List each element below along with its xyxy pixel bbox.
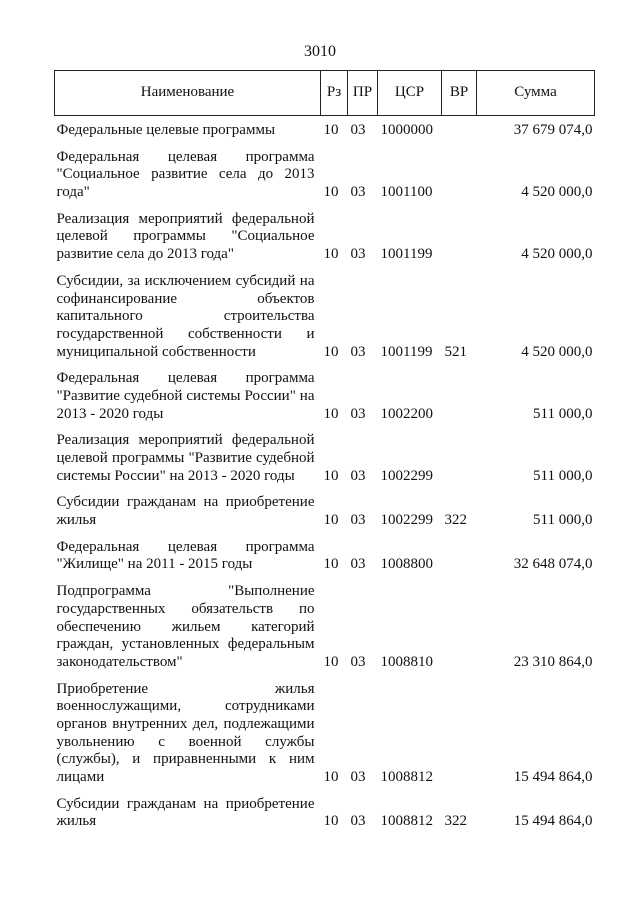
row-csr: 1008810: [380, 653, 433, 670]
row-csr: 1000000: [380, 122, 433, 138]
row-vr: [442, 530, 477, 574]
row-rz: 10: [323, 343, 339, 360]
header-vr: ВР: [442, 71, 477, 116]
row-name: Федеральная целевая программа "Развитие судебной системы России" на 2013 - 2020 годы: [56, 370, 315, 422]
row-rz: 10: [323, 813, 339, 830]
row-vr: [442, 116, 477, 140]
row-sum: 511 000,0: [533, 467, 593, 484]
row-rz: 10: [323, 122, 339, 138]
row-rz: 10: [323, 467, 339, 484]
row-csr: 1001100: [380, 184, 433, 201]
table-header-row: [55, 71, 595, 116]
row-vr: [442, 140, 477, 202]
row-rz: 10: [323, 653, 339, 670]
row-csr: 1002299: [380, 467, 433, 484]
table-row: [55, 530, 595, 574]
row-name: Субсидии гражданам на приобретение жилья: [56, 494, 315, 529]
row-vr: [442, 202, 477, 264]
row-pr: 03: [350, 122, 366, 138]
row-csr: 1008812: [380, 769, 433, 785]
row-sum: 4 520 000,0: [521, 246, 593, 263]
row-vr: [442, 361, 477, 423]
row-vr: 322: [444, 813, 467, 830]
row-rz: 10: [323, 512, 339, 529]
row-sum: 4 520 000,0: [521, 184, 593, 201]
row-vr: 322: [444, 512, 467, 529]
row-pr: 03: [350, 405, 366, 422]
row-sum: 32 648 074,0: [513, 556, 593, 573]
row-name: Приобретение жилья военнослужащими, сотрудниками органов внутренних дел, подлежащими увольнению с военной службы (службы), и приравненными к ним лицами: [56, 680, 315, 785]
row-csr: 1008812: [380, 813, 433, 830]
table-row: [55, 672, 595, 787]
row-csr: 1002299: [380, 512, 433, 529]
row-pr: 03: [350, 184, 366, 201]
row-vr: [442, 672, 477, 787]
budget-table: [54, 70, 595, 831]
header-sum: Сумма: [477, 71, 595, 116]
table-row: [55, 361, 595, 423]
row-pr: 03: [350, 343, 366, 360]
header-name: Наименование: [55, 71, 321, 116]
row-rz: 10: [323, 556, 339, 573]
row-pr: 03: [350, 512, 366, 529]
row-name: Реализация мероприятий федеральной целевой программы "Развитие судебной системы России" на 2013 - 2020 годы: [56, 432, 315, 484]
row-pr: 03: [350, 653, 366, 670]
row-vr: [442, 574, 477, 671]
table-row: [55, 485, 595, 529]
row-pr: 03: [350, 246, 366, 263]
row-name: Подпрограмма "Выполнение государственных обязательств по обеспечению жильем категорий граждан, установленных федеральным законодательством": [56, 583, 315, 670]
table-row: [55, 140, 595, 202]
row-sum: 4 520 000,0: [521, 343, 593, 360]
row-sum: 23 310 864,0: [513, 653, 593, 670]
row-pr: 03: [350, 813, 366, 830]
header-csr: ЦСР: [378, 71, 442, 116]
row-name: Федеральная целевая программа "Социальное развитие села до 2013 года": [56, 148, 315, 201]
row-name: Федеральные целевые программы: [56, 122, 276, 138]
row-name: Субсидии гражданам на приобретение жилья: [56, 795, 315, 830]
row-pr: 03: [350, 467, 366, 484]
row-rz: 10: [323, 184, 339, 201]
row-pr: 03: [350, 769, 366, 785]
row-sum: 15 494 864,0: [513, 769, 593, 785]
row-name: Субсидии, за исключением субсидий на софинансирование объектов капитального строительства государственной собственности и муниципальной собственности: [56, 272, 315, 360]
row-name: Федеральная целевая программа "Жилище" на 2011 - 2015 годы: [56, 538, 315, 573]
header-rz: Рз: [321, 71, 348, 116]
table-row: [55, 264, 595, 361]
row-sum: 511 000,0: [533, 405, 593, 422]
row-name: Реализация мероприятий федеральной целевой программы "Социальное развитие села до 2013 года": [56, 210, 315, 263]
row-sum: 15 494 864,0: [513, 813, 593, 830]
row-rz: 10: [323, 769, 339, 785]
row-pr: 03: [350, 556, 366, 573]
table-row: [55, 574, 595, 671]
row-sum: 37 679 074,0: [513, 122, 593, 138]
table-row: [55, 116, 595, 140]
row-vr: 521: [444, 343, 467, 360]
table-row: [55, 202, 595, 264]
row-rz: 10: [323, 246, 339, 263]
page-number: 3010: [304, 43, 336, 60]
row-sum: 511 000,0: [533, 512, 593, 529]
row-csr: 1001199: [380, 343, 433, 360]
row-csr: 1002200: [380, 405, 433, 422]
table-row: [55, 423, 595, 485]
table-body: [55, 116, 595, 832]
row-rz: 10: [323, 405, 339, 422]
table-row: [55, 787, 595, 831]
header-pr: ПР: [348, 71, 378, 116]
row-vr: [442, 423, 477, 485]
row-csr: 1008800: [380, 556, 433, 573]
row-csr: 1001199: [380, 246, 433, 263]
